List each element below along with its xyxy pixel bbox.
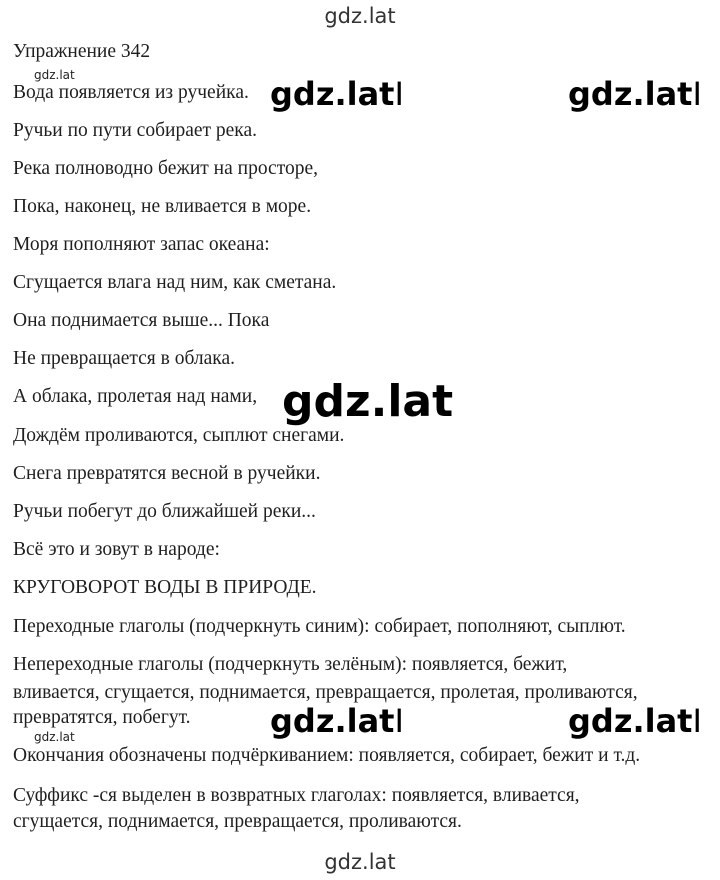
intransitive-verbs-line-1: Непереходные глаголы (подчеркнуть зелёным): появляется, бежит, <box>13 654 568 675</box>
suffix-note-line-2: сгущается, поднимается, превращается, проливаются. <box>13 811 462 832</box>
poem-line-6: Сгущается влага над ним, как сметана. <box>13 272 337 293</box>
poem-line-1: Вода появляется из ручейка. <box>13 82 249 103</box>
poem-line-3: Река полноводно бежит на просторе, <box>13 158 319 179</box>
exercise-title: Упражнение 342 <box>13 41 151 62</box>
poem-line-14: КРУГОВОРОТ ВОДЫ В ПРИРОДЕ. <box>13 577 317 598</box>
poem-line-5: Моря пополняют запас океана: <box>13 234 270 255</box>
poem-line-4: Пока, наконец, не вливается в море. <box>13 196 312 217</box>
poem-line-12: Ручьи побегут до ближайшей реки... <box>13 501 316 522</box>
watermark-large-1: gdz.latI <box>270 75 404 113</box>
watermark-small-1: gdz.lat <box>34 68 75 82</box>
poem-line-10: Дождём проливаются, сыплют снегами. <box>13 425 345 446</box>
poem-line-7: Она поднимается выше... Пока <box>13 310 270 331</box>
poem-line-11: Снега превратятся весной в ручейки. <box>13 463 321 484</box>
endings-note: Окончания обозначены подчёркиванием: появляется, собирает, бежит и т.д. <box>13 745 641 766</box>
watermark-top: gdz.lat <box>324 4 396 28</box>
intransitive-verbs-line-3: превратятся, побегут. <box>13 707 191 728</box>
intransitive-verbs-line-2: вливается, сгущается, поднимается, превращается, пролетая, проливаются, <box>13 682 638 703</box>
poem-line-2: Ручьи по пути собирает река. <box>13 120 258 141</box>
poem-line-13: Всё это и зовут в народе: <box>13 539 220 560</box>
suffix-note-line-1: Суффикс -ся выделен в возвратных глаголах: появляется, вливается, <box>13 785 580 806</box>
watermark-large-2: gdz.latI <box>568 75 702 113</box>
watermark-small-2: gdz.lat <box>34 730 75 744</box>
watermark-bottom: gdz.lat <box>324 850 396 874</box>
watermark-large-3: gdz.lat <box>282 376 454 427</box>
poem-line-8: Не превращается в облака. <box>13 348 236 369</box>
watermark-large-4: gdz.latI <box>270 702 404 740</box>
watermark-large-5: gdz.latI <box>568 702 702 740</box>
transitive-verbs-note: Переходные глаголы (подчеркнуть синим): собирает, пополняют, сыплют. <box>13 616 626 637</box>
poem-line-9: А облака, пролетая над нами, <box>13 386 258 407</box>
